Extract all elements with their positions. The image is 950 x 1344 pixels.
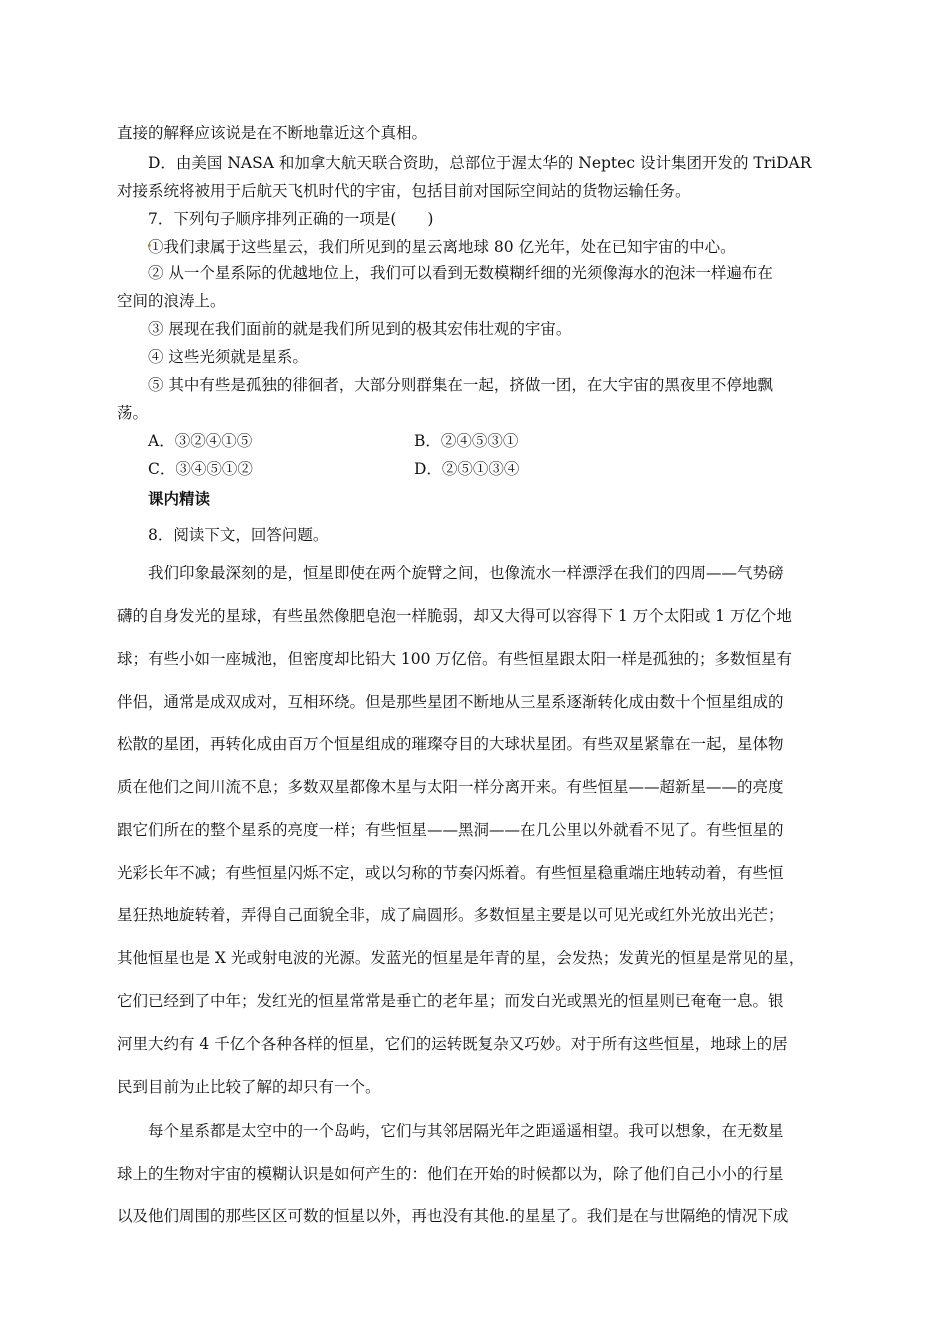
- sentence-5-cont: 荡。: [117, 404, 149, 422]
- option-d-line: D．由美国 NASA 和加拿大航天联合资助，总部位于渥太华的 Neptec 设计集团开发的 TriDAR: [148, 154, 812, 172]
- sentence-2: ② 从一个星系际的优越地位上，我们可以看到无数模糊纤细的光须像海水的泡沫一样遍布在: [148, 264, 773, 282]
- paragraph-1-line: 星狂热地旋转着，弄得自己面貌全非，成了扁圆形。多数恒星主要是以可见光或红外光放出光芒；: [117, 906, 784, 924]
- option-a: A．③②④①⑤: [148, 432, 253, 450]
- paragraph-1-line: 河里大约有 4 千亿个各种各样的恒星，它们的运转既复杂又巧妙。对于所有这些恒星，地球上的居: [117, 1035, 788, 1053]
- paragraph-1-line: 球；有些小如一座城池，但密度却比铅大 100 万亿倍。有些恒星跟太阳一样是孤独的；多数恒星有: [117, 650, 792, 668]
- paragraph-2-line: 每个星系都是太空中的一个岛屿，它们与其邻居隔光年之距遥遥相望。我可以想象，在无数星: [148, 1122, 784, 1140]
- paragraph-1-line: 跟它们所在的整个星系的亮度一样；有些恒星——黑洞——在几公里以外就看不见了。有些恒星的: [117, 821, 784, 839]
- option-d-line-cont: 对接系统将被用于后航天飞机时代的宇宙，包括目前对国际空间站的货物运输任务。: [117, 182, 691, 200]
- paragraph-1-line: 其他恒星也是 X 光或射电波的光源。发蓝光的恒星是年青的星，会发热；发黄光的恒星是常见的星，: [117, 949, 805, 967]
- paragraph-1-line: 它们已经到了中年；发红光的恒星常常是垂亡的老年星；而发白光或黑光的恒星则已奄奄一息。银: [117, 992, 784, 1010]
- sentence-2-cont: 空间的浪涛上。: [117, 292, 226, 310]
- question-7-stem: 7．下列句子顺序排列正确的一项是( ): [148, 210, 434, 228]
- sentence-3: ③ 展现在我们面前的就是我们所见到的极其宏伟壮观的宇宙。: [148, 320, 572, 338]
- paragraph-1-line: 松散的星团，再转化成由百万个恒星组成的璀璨夺目的大球状星团。有些双星紧靠在一起，星体物: [117, 735, 784, 753]
- option-d: D．②⑤①③④: [414, 460, 520, 478]
- option-b: B．②④⑤③①: [414, 432, 519, 450]
- paragraph-1-line: 礴的自身发光的星球，有些虽然像肥皂泡一样脆弱，却又大得可以容得下 1 万个太阳或 1 万亿个地: [117, 607, 792, 625]
- paragraph-2-line: 球上的生物对宇宙的模糊认识是如何产生的：他们在开始的时候都以为，除了他们自己小小的行星: [117, 1165, 784, 1183]
- paragraph-1-line: 我们印象最深刻的是，恒星即使在两个旋臂之间，也像流水一样漂浮在我们的四周——气势磅: [148, 564, 784, 582]
- text-line: 直接的解释应该说是在不断地靠近这个真相。: [117, 124, 428, 142]
- sentence-4: ④ 这些光须就是星系。: [148, 348, 308, 366]
- paragraph-1-line: 质在他们之间川流不息；多数双星都像木星与太阳一样分离开来。有些恒星——超新星——的亮度: [117, 778, 784, 796]
- question-8-stem: 8．阅读下文，回答问题。: [148, 526, 329, 544]
- sentence-1: ①我们隶属于这些星云，我们所见到的星云离地球 80 亿光年，处在已知宇宙的中心。: [148, 238, 736, 256]
- paragraph-1-line: 民到目前为止比较了解的却只有一个。: [117, 1078, 381, 1096]
- section-title: 课内精读: [148, 490, 211, 508]
- paragraph-1-line: 伴侣，通常是成双成对，互相环绕。但是那些星团不断地从三星系逐渐转化成由数十个恒星组成的: [117, 693, 784, 711]
- sentence-5: ⑤ 其中有些是孤独的徘徊者，大部分则群集在一起，挤做一团，在大宇宙的黑夜里不停地飘: [148, 376, 773, 394]
- option-c: C．③④⑤①②: [148, 460, 253, 478]
- paragraph-2-line: 以及他们周围的那些区区可数的恒星以外，再也没有其他.的星星了。我们是在与世隔绝的情况下成: [117, 1207, 789, 1225]
- paragraph-1-line: 光彩长年不减；有些恒星闪烁不定，或以匀称的节奏闪烁着。有些恒星稳重端庄地转动着，有些恒: [117, 864, 784, 882]
